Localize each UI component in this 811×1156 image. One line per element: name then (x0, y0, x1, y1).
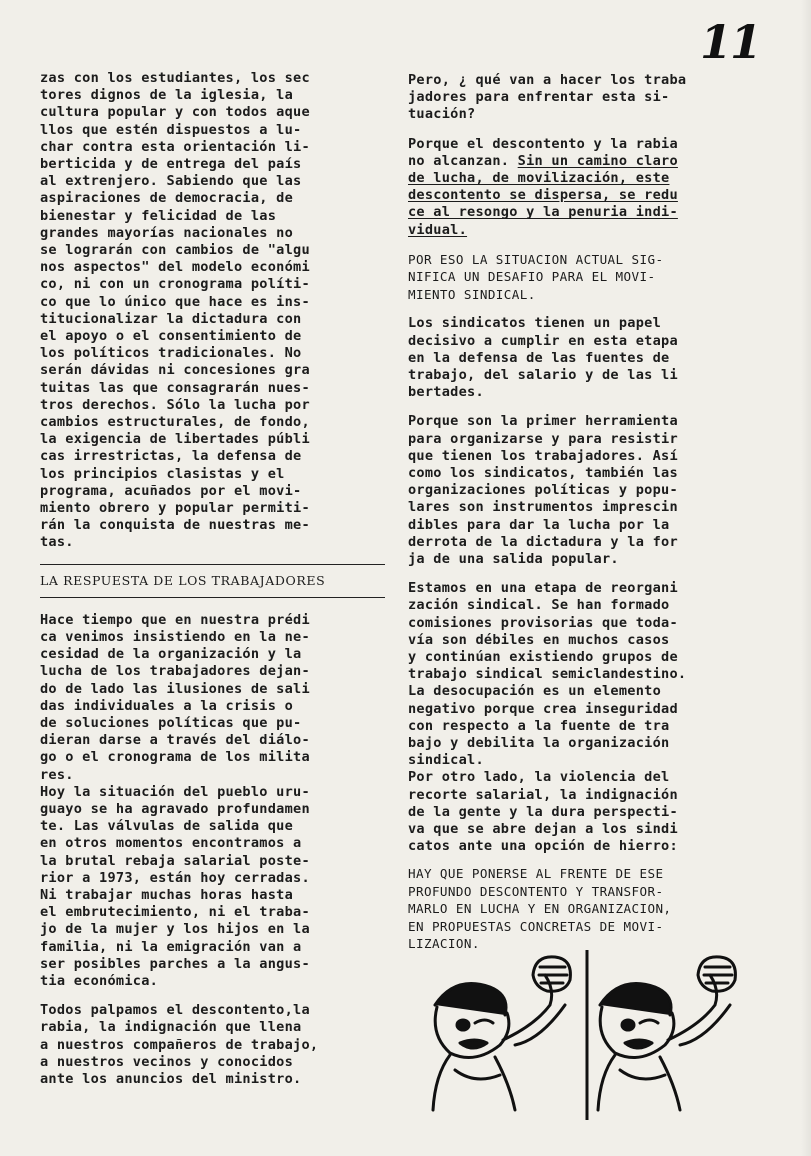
right-paragraph-5: Estamos en una etapa de reorgani zación sindical. Se han formado comisiones provisorias que toda- vía son débiles en muchos casos y continúan existiendo grupos de trabajo sindical semiclandestino. La desocupación es un elemento negativo porque crea inseguridad con respecto a la fuente de tra bajo y debilita la organización sindical. Por otro lado, la violencia del recorte salarial, la indignación de la gente y la dura perspecti- va que se abre dejan a los sindi catos ante una opción de hierro: (408, 580, 687, 855)
right-paragraph-2-lead: Porque el descontento y la rabia no alcanzan. (408, 135, 678, 169)
right-column (408, 72, 758, 965)
left-column (40, 70, 385, 1100)
underlined-emphasis: Sin un camino claro de lucha, de movilización, este descontento se dispersa, se redu ce al resongo y la penuria indi- vidual. (408, 152, 678, 238)
left-paragraph-1: zas con los estudiantes, los sec tores dignos de la iglesia, la cultura popular y con todos aque llos que estén dispuestos a lu- char contra esta orientación li- berticida y de entrega del país al extrenjero. Sabiendo que las aspiraciones de democracia, de bienestar y felicidad de las grandes mayorías nacionales no se lograrán con cambios de "algu nos aspectos" del modelo económi co, ni con un cronograma políti- co que lo único que hace es ins- titucionalizar la dictadura con el apoyo o el consentimiento de los políticos tradicionales. No serán dávidas ni concesiones gra tuitas las que consagrarán nues- tros derechos. Sólo la lucha por cambios estructurales, de fondo, la exigencia de libertades públi cas irrestrictas, la defensa de los principios clasistas y el programa, acuñados por el movi- miento obrero y popular permiti- rán la conquista de nuestras me- tas. (40, 70, 310, 551)
page-edge-shadow (801, 0, 811, 1156)
right-paragraph-4: Porque son la primer herramienta para organizarse y para resistir que tienen los trabajadores. Así como los sindicatos, también las organizaciones políticas y popu- lares son instrumentos imprescin dibles para dar la lucha por la derrota de la dictadura y la for ja de una salida popular. (408, 413, 678, 567)
worker-figure-right (598, 957, 735, 1110)
left-paragraph-2: Hace tiempo que en nuestra prédi ca venimos insistiendo en la ne- cesidad de la organización y la lucha de los trabajadores dejan- do de lado las ilusiones de sali das individuales a la crisis o de soluciones políticas que pu- dieran darse a través del diálo- go o el cronograma de los milita res. (40, 611, 310, 783)
left-paragraph-3: Hoy la situación del pueblo uru- guayo se ha agravado profundamen te. Las válvulas de salida que en otros momentos encontramos a la brutal rebaja salarial poste- rior a 1973, están hoy cerradas. Ni trabajar muchas horas hasta el embrutecimiento, ni el traba- jo de la mujer y los hijos en la familia, ni la emigración van a ser posibles parches a la angus- tia económica. (40, 783, 310, 989)
right-paragraph-3: Los sindicatos tienen un papel decisivo a cumplir en esta etapa en la defensa de las fuentes de trabajo, del salario y de las li bertades. (408, 315, 678, 401)
right-paragraph-1: Pero, ¿ qué van a hacer los traba jadores para enfrentar esta si- tuación? (408, 72, 687, 123)
page-number: 11 (700, 15, 761, 69)
caps-statement-2: HAY QUE PONERSE AL FRENTE DE ESE PROFUNDO DESCONTENTO Y TRANSFOR- MARLO EN LUCHA Y EN ORGANIZACION, EN PROPUESTAS CONCRETAS DE MOVI- LIZACION. (408, 866, 672, 952)
right-paragraph-2 (408, 136, 758, 239)
worker-figure-left (433, 957, 570, 1110)
section-heading: LA RESPUESTA DE LOS TRABAJADORES (40, 564, 385, 598)
left-paragraph-4: Todos palpamos el descontento,la rabia, la indignación que llena a nuestros compañeros de trabajo, a nuestros vecinos y conocidos ante los anuncios del ministro. (40, 1002, 319, 1087)
workers-fist-illustration (415, 945, 760, 1120)
caps-statement-1: POR ESO LA SITUACION ACTUAL SIG- NIFICA UN DESAFIO PARA EL MOVI- MIENTO SINDICAL. (408, 251, 664, 302)
